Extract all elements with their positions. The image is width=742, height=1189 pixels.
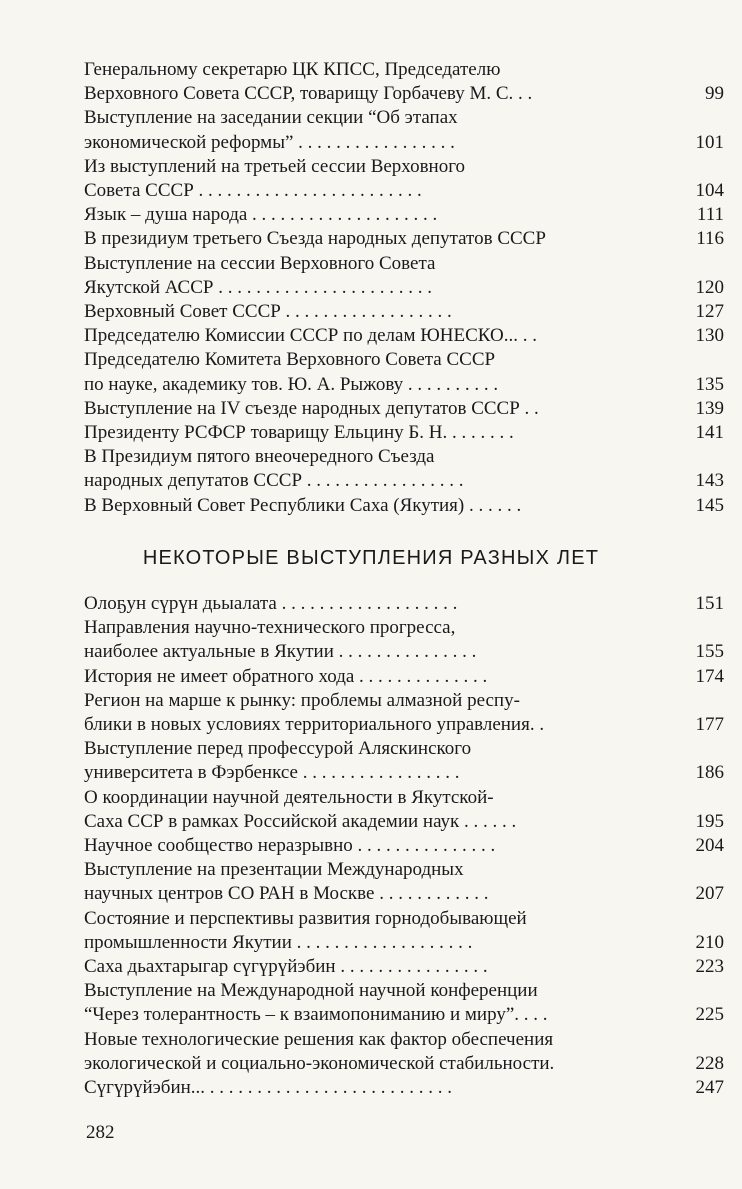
toc-entry bbox=[84, 665, 724, 689]
toc-entry-line: “Через толерантность – к взаимопониманию и миру”. . . . bbox=[84, 1004, 548, 1026]
toc-entry bbox=[84, 1028, 724, 1076]
toc-entry-line: Якутской АССР . . . . . . . . . . . . . . . . . . . . . . . bbox=[84, 276, 432, 298]
toc-entry bbox=[84, 737, 724, 785]
toc-entry-line: наиболее актуальные в Якутии . . . . . . . . . . . . . . . bbox=[84, 641, 477, 663]
toc-entry bbox=[84, 834, 724, 858]
toc-entry-line: Выступление перед профессурой Аляскинского bbox=[84, 738, 472, 760]
toc-entry-page: 104 bbox=[695, 180, 724, 202]
toc-entry bbox=[84, 252, 724, 300]
toc-entry-page: 127 bbox=[695, 301, 724, 323]
toc-entry-line: народных депутатов СССР . . . . . . . . . . . . . . . . . bbox=[84, 470, 464, 492]
toc-entry-line: экономической реформы” . . . . . . . . . . . . . . . . . bbox=[84, 131, 455, 153]
toc-entry-page: 120 bbox=[695, 276, 724, 298]
toc-entry-line: В Президиум пятого внеочередного Съезда bbox=[84, 446, 435, 468]
toc-entry-line: Язык – душа народа . . . . . . . . . . . . . . . . . . . . bbox=[84, 204, 438, 226]
toc-entry-line: Регион на марше к рынку: проблемы алмазной респу- bbox=[84, 689, 520, 711]
toc-entry-line: Выступление на заседании секции “Об этапах bbox=[84, 107, 458, 129]
toc-entry-line: В президиум третьего Съезда народных депутатов СССР bbox=[84, 228, 546, 250]
toc-entry-page: 135 bbox=[695, 373, 724, 395]
toc-entry-page: 223 bbox=[695, 956, 724, 978]
toc-entry-line: Президенту РСФСР товарищу Ельцину Б. Н. . . . . . . . bbox=[84, 422, 514, 444]
toc-entry bbox=[84, 907, 724, 955]
toc-entry bbox=[84, 106, 724, 154]
toc-entry-page: 207 bbox=[695, 883, 724, 905]
toc-entry bbox=[84, 203, 724, 227]
toc-entry bbox=[84, 324, 724, 348]
toc-entry-page: 101 bbox=[695, 131, 724, 153]
toc-entry bbox=[84, 155, 724, 203]
toc-entry-line: Сүгүрүйэбин... . . . . . . . . . . . . . . . . . . . . . . . . . . bbox=[84, 1077, 453, 1099]
toc-entry bbox=[84, 227, 724, 251]
toc-entry-line: Совета СССР . . . . . . . . . . . . . . . . . . . . . . . . bbox=[84, 180, 422, 202]
toc-entry-page: 111 bbox=[696, 204, 724, 226]
toc-entry-line: промышленности Якутии . . . . . . . . . . . . . . . . . . . bbox=[84, 931, 473, 953]
toc-entry bbox=[84, 348, 724, 396]
toc-entry-page: 145 bbox=[695, 494, 724, 516]
toc-entry-line: Направления научно-технического прогресса, bbox=[84, 617, 456, 639]
toc-entry-line: О координации научной деятельности в Якутской- bbox=[84, 786, 494, 808]
toc-entry-line: Председателю Комиссии СССР по делам ЮНЕСКО... . . bbox=[84, 325, 537, 347]
toc-entry-page: 143 bbox=[695, 470, 724, 492]
toc-entry-page: 141 bbox=[695, 422, 724, 444]
toc-entry-line: Новые технологические решения как фактор обеспечения bbox=[84, 1028, 554, 1050]
toc-entry-line: Выступление на Международной научной конференции bbox=[84, 980, 538, 1002]
toc-entry-line: университета в Фэрбенксе . . . . . . . . . . . . . . . . . bbox=[84, 762, 460, 784]
toc-entry-page: 177 bbox=[695, 714, 724, 736]
toc-entry-page: 210 bbox=[695, 931, 724, 953]
toc-entry-line: Саха дьахтарыгар сүгүрүйэбин . . . . . . . . . . . . . . . . bbox=[84, 956, 488, 978]
page-number: 282 bbox=[86, 1122, 115, 1143]
toc-entry bbox=[84, 445, 724, 493]
toc-entry-page: 99 bbox=[705, 83, 724, 105]
toc-entry-line: по науке, академику тов. Ю. А. Рыжову . . . . . . . . . . bbox=[84, 373, 499, 395]
toc-entry-line: В Верховный Совет Республики Саха (Якутия) . . . . . . bbox=[84, 494, 522, 516]
toc-entry bbox=[84, 58, 724, 106]
toc-entry-page: 116 bbox=[696, 228, 724, 250]
toc-entry-line: Из выступлений на третьей сессии Верховного bbox=[84, 155, 466, 177]
toc-section-2 bbox=[84, 592, 724, 1100]
toc-entry bbox=[84, 858, 724, 906]
toc-entry-line: Выступление на IV съезде народных депутатов СССР . . bbox=[84, 397, 539, 419]
toc-entry-page: 151 bbox=[695, 593, 724, 614]
toc-entry-page: 130 bbox=[695, 325, 724, 347]
toc-entry-line: Верховный Совет СССР . . . . . . . . . . . . . . . . . . bbox=[84, 301, 452, 323]
toc-entry-page: 195 bbox=[695, 810, 724, 832]
toc-entry-line: Состояние и перспективы развития горнодобывающей bbox=[84, 907, 527, 929]
toc-entry-line: Олоҕун сүрүн дьыалата . . . . . . . . . . . . . . . . . . . bbox=[84, 593, 458, 614]
toc-entry-page: 186 bbox=[695, 762, 724, 784]
toc-entry-line: История не имеет обратного хода . . . . . . . . . . . . . . bbox=[84, 665, 488, 687]
section-title: НЕКОТОРЫЕ ВЫСТУПЛЕНИЯ РАЗНЫХ ЛЕТ bbox=[142, 547, 600, 569]
toc-section-1 bbox=[84, 58, 724, 518]
toc-entry-page: 225 bbox=[695, 1004, 724, 1026]
toc-entry bbox=[84, 592, 724, 616]
toc-entry-page: 139 bbox=[695, 397, 724, 419]
toc-entry-page: 174 bbox=[695, 665, 724, 687]
toc-entry bbox=[84, 979, 724, 1027]
toc-entry-line: экологической и социально-экономической стабильности. bbox=[84, 1052, 555, 1074]
toc-entry-line: Верховного Совета СССР, товарищу Горбачеву М. С. . . bbox=[84, 83, 533, 105]
toc-entry bbox=[84, 955, 724, 979]
toc-entry-line: научных центров СО РАН в Москве . . . . . . . . . . . . bbox=[84, 883, 489, 905]
toc-entry bbox=[84, 1076, 724, 1100]
toc-entry bbox=[84, 494, 724, 518]
toc-entry-page: 155 bbox=[695, 641, 724, 663]
toc-entry-line: Научное сообщество неразрывно . . . . . . . . . . . . . . . bbox=[84, 835, 496, 857]
toc-entry bbox=[84, 616, 724, 664]
toc-entry bbox=[84, 300, 724, 324]
toc-entry-page: 204 bbox=[695, 835, 724, 857]
toc-entry bbox=[84, 786, 724, 834]
toc-entry bbox=[84, 689, 724, 737]
toc-entry-page: 228 bbox=[695, 1052, 724, 1074]
toc-entry-line: Выступление на презентации Международных bbox=[84, 859, 464, 881]
toc-entry-line: Председателю Комитета Верховного Совета СССР bbox=[84, 349, 496, 371]
toc-entry-page: 247 bbox=[695, 1077, 724, 1099]
toc-entry-line: Генеральному секретарю ЦК КПСС, Председателю bbox=[84, 59, 501, 80]
toc-entry-line: Саха ССР в рамках Российской академии наук . . . . . . bbox=[84, 810, 517, 832]
toc-entry-line: блики в новых условиях территориального управления. . bbox=[84, 714, 545, 736]
toc-entry bbox=[84, 397, 724, 421]
toc-entry bbox=[84, 421, 724, 445]
toc-entry-line: Выступление на сессии Верховного Совета bbox=[84, 252, 436, 274]
